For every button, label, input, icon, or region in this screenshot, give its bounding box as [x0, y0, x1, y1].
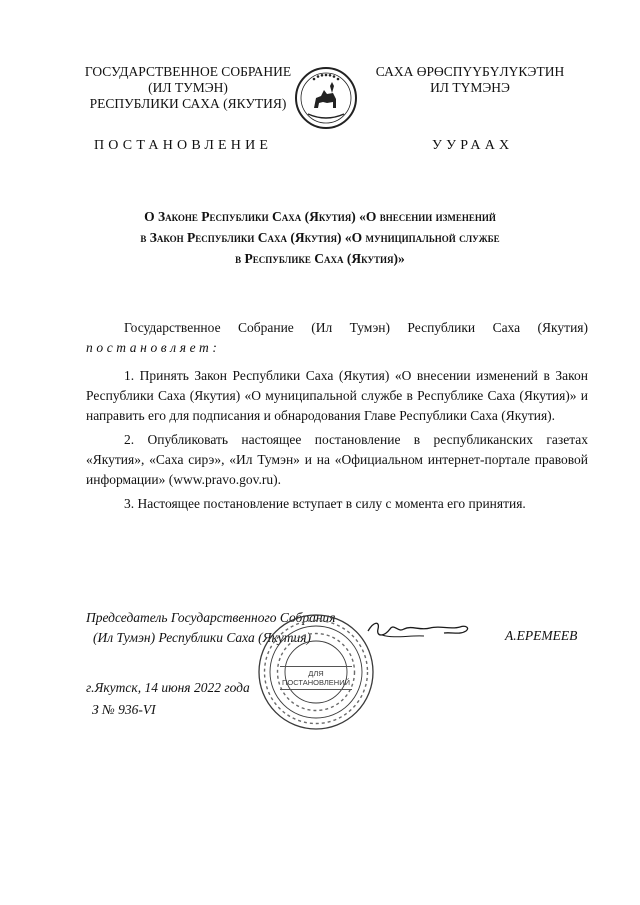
signatory-title-line: Председатель Государственного Собрания [86, 610, 336, 625]
republic-emblem [294, 66, 358, 130]
handwritten-signature [364, 615, 474, 643]
resolves-verb: постановляет: [86, 340, 221, 355]
resolution-item-2: 2. Опубликовать настоящее постановление в республиканских газетах «Якутия», «Саха сирэ», «Ил Тумэн» и на «Официальном интернет-портале правовой информации» (www.pravo.gov.ru). [86, 432, 588, 487]
resolution-item-1: 1. Принять Закон Республики Саха (Якутия) «О внесении изменений в Закон Республики Саха (Якутия) «О муниципальной службе в Республике Саха (Якутия)» и направить его для подписания и обнародования Главе Республики Саха (Якутия). [86, 368, 588, 423]
issuer-name-russian [70, 64, 306, 112]
issuer-name-yakut [360, 64, 580, 96]
document-title [70, 206, 570, 269]
title-line: О Законе Республики Саха (Якутия) «О внесении изменений [144, 209, 496, 224]
issuer-line: САХА ӨРӨСПҮҮБҮЛҮКЭТИН [375, 64, 565, 79]
signatory-name: А.ЕРЕМЕЕВ [505, 628, 578, 643]
resolution-body [86, 318, 588, 514]
stamp-label-line: ДЛЯ [308, 669, 324, 678]
resolution-item-3: 3. Настоящее постановление вступает в силу с момента его принятия. [124, 496, 526, 511]
place-and-date: г.Якутск, 14 июня 2022 года [86, 680, 250, 695]
document-type-yakut: УУРААХ [432, 138, 514, 153]
document-type-russian: ПОСТАНОВЛЕНИЕ [94, 138, 273, 153]
issuer-line: ГОСУДАРСТВЕННОЕ СОБРАНИЕ [84, 64, 292, 79]
place-and-date-block [86, 677, 250, 721]
issuer-line: (ИЛ ТУМЭН) [148, 80, 228, 95]
title-line: в Закон Республики Саха (Якутия) «О муниципальной службе [140, 230, 500, 245]
issuer-line: ИЛ ТҮМЭНЭ [430, 80, 510, 95]
stamp-label [280, 666, 352, 690]
intro-paragraph: Государственное Собрание (Ил Тумэн) Республики Саха (Якутия) [124, 320, 588, 335]
official-stamp [256, 612, 376, 732]
stamp-label-line: ПОСТАНОВЛЕНИЙ [281, 678, 351, 687]
title-line: в Республике Саха (Якутия)» [235, 251, 405, 266]
issuer-line: РЕСПУБЛИКИ САХА (ЯКУТИЯ) [89, 96, 287, 111]
document-number: З № 936-VI [92, 702, 156, 717]
signatory-title-line: (Ил Тумэн) Республики Саха (Якутия) [93, 630, 312, 645]
